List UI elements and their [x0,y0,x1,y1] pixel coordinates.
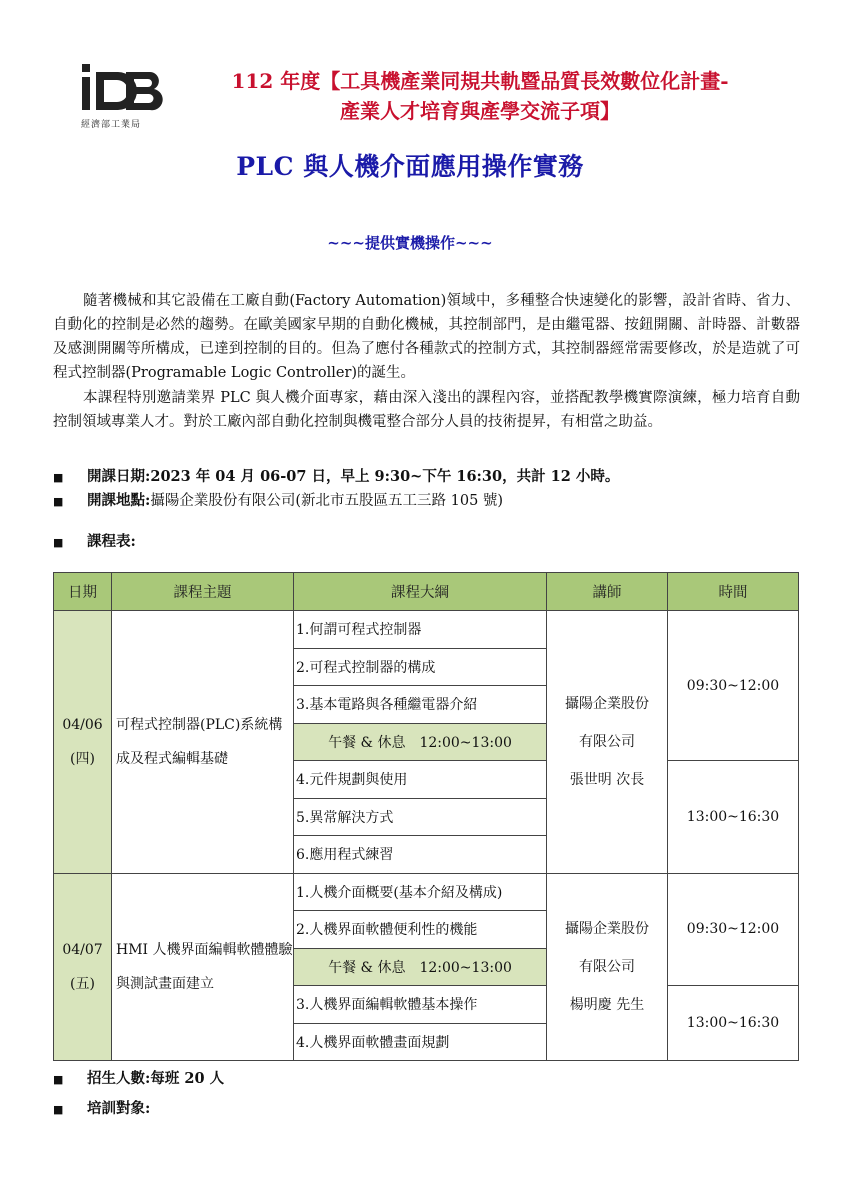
logo-subtitle: 經濟部工業局 [81,120,142,130]
day2-topic: HMI 人機界面編輯軟體體驗與測試畫面建立 [112,873,294,1061]
day2-time-am: 09:30~12:00 [668,873,799,986]
day2-weekday: (五) [70,975,95,992]
day1-weekday: (四) [70,750,95,767]
day1-time-am: 09:30~12:00 [668,611,799,761]
day2-outline-1: 1.人機介面概要(基本介紹及構成) [294,873,547,911]
day2-date-cell [54,873,112,1061]
header-date: 日期 [54,573,112,611]
header-time: 時間 [668,573,799,611]
course-title [0,147,848,183]
day1-topic: 可程式控制器(PLC)系統構成及程式編輯基礎 [112,611,294,874]
location-label: 開課地點: [87,492,151,509]
enrollment-value: 每班 20 人 [150,1070,225,1087]
header-teacher: 講師 [547,573,668,611]
day1-teacher-cell [547,611,668,874]
day1-outline-4: 4.元件規劃與使用 [294,761,547,799]
day1-teacher-name: 張世明 次長 [569,771,645,788]
day2-outline-3: 3.人機界面編輯軟體基本操作 [294,986,547,1024]
table-row [54,873,799,911]
day1-outline-5: 5.異常解決方式 [294,798,547,836]
header-outline: 課程大綱 [294,573,547,611]
table-header-row [54,573,799,611]
day1-date: 04/06 [62,716,103,733]
day2-teacher-company-1: 攝陽企業股份 [565,920,649,937]
course-title-text: PLC 與人機介面應用操作實務 [236,152,584,181]
day1-teacher-company-1: 攝陽企業股份 [565,695,649,712]
day2-teacher-cell [547,873,668,1061]
location-line [53,490,503,513]
bullet-icon: ■ [53,1073,64,1086]
schedule-heading [53,531,136,554]
bullet-icon: ■ [53,536,64,549]
target-label: 培訓對象: [87,1100,151,1117]
date-label: 開課日期: [87,468,151,485]
bullet-icon: ■ [53,471,64,484]
bullet-icon: ■ [53,495,64,508]
day2-outline-2: 2.人機界面軟體便利性的機能 [294,911,547,949]
location-value: 攝陽企業股份有限公司(新北市五股區五工三路 105 號) [150,493,504,509]
day1-teacher-company-2: 有限公司 [579,733,635,750]
day1-time-pm: 13:00~16:30 [668,761,799,874]
subtitle [0,232,848,253]
day1-outline-6: 6.應用程式練習 [294,836,547,874]
day2-time-pm: 13:00~16:30 [668,986,799,1061]
enrollment-line [53,1068,224,1091]
subtitle-text: ~~~提供實機操作~~~ [327,234,493,252]
day2-lunch: 午餐 & 休息 12:00~13:00 [294,948,547,986]
day1-date-cell [54,611,112,874]
date-line [53,466,619,489]
program-title-line1: 112 年度【工具機產業同規共軌暨品質長效數位化計畫- [231,69,729,93]
day2-date: 04/07 [62,941,103,958]
schedule-label: 課程表: [87,533,136,550]
header-topic: 課程主題 [112,573,294,611]
day1-outline-3: 3.基本電路與各種繼電器介紹 [294,686,547,724]
intro-paragraph-1: 隨著機械和其它設備在工廠自動(Factory Automation)領域中，多種整合快速變化的影響，設計省時、省力、自動化的控制是必然的趨勢。在歐美國家早期的自動化機械，其控制部門，是由繼電器、按鈕開關、計時器、計數器及感測開關等所構成，已達到控制的目的。但為了應付各種款式的控制方式，其控制器經常需要修改，於是造就了可程式控制器(Programable Logic Controller)的誕生。 [53,293,800,381]
day2-teacher-name: 楊明慶 先生 [569,996,645,1013]
bullet-icon: ■ [53,1103,64,1116]
day2-teacher-company-2: 有限公司 [579,958,635,975]
day1-outline-1: 1.何謂可程式控制器 [294,611,547,649]
day2-outline-4: 4.人機界面軟體畫面規劃 [294,1023,547,1061]
schedule-table [53,572,799,1061]
target-line [53,1098,150,1121]
program-title-line2: 產業人才培育與產學交流子項】 [340,99,620,123]
program-title [180,66,780,126]
intro-paragraph-2: 本課程特別邀請業界 PLC 與人機介面專家，藉由深入淺出的課程內容，並搭配教學機實際演練，極力培育自動控制領域專業人才。對於工廠內部自動化控制與機電整合部分人員的技術提昇，有相當之助益。 [53,390,800,430]
table-row [54,611,799,649]
date-value: 2023 年 04 月 06-07 日，早上 9:30~下午 16:30，共計 12 小時。 [150,468,620,485]
day1-lunch: 午餐 & 休息 12:00~13:00 [294,723,547,761]
day1-outline-2: 2.可程式控制器的構成 [294,648,547,686]
enrollment-label: 招生人數: [87,1070,151,1087]
